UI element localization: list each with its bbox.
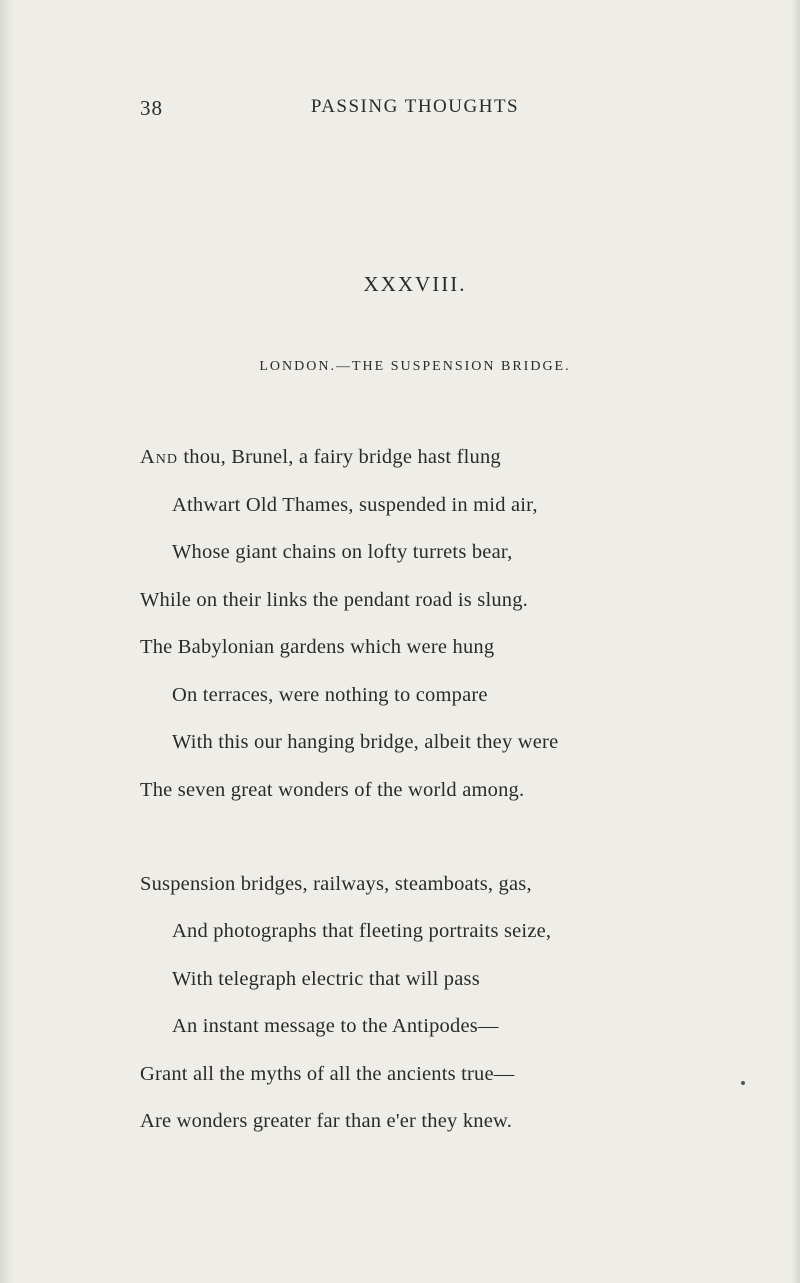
poem-line: Grant all the myths of all the ancients true—: [140, 1063, 515, 1085]
page-edge-left: [0, 0, 14, 1283]
poem-line: The Babylonian gardens which were hung: [140, 636, 495, 658]
poem-line: While on their links the pendant road is slung.: [140, 589, 529, 611]
poem-line: On terraces, were nothing to compare: [172, 684, 488, 706]
poem-line: Suspension bridges, railways, steamboats, gas,: [140, 873, 532, 895]
section-number: XXXVIII.: [363, 272, 467, 296]
page-edge-right: [792, 0, 800, 1283]
poem-line-rest: thou, Brunel, a fairy bridge hast flung: [178, 446, 501, 468]
running-head: PASSING THOUGHTS: [310, 96, 520, 117]
ink-speck: [741, 1081, 745, 1085]
poem-line: With telegraph electric that will pass: [172, 968, 480, 990]
poem-line: Athwart Old Thames, suspended in mid air,: [172, 494, 538, 516]
poem-line: An instant message to the Antipodes—: [172, 1015, 499, 1037]
poem-line: With this our hanging bridge, albeit they were: [172, 731, 559, 753]
poem-line: [140, 446, 501, 469]
page-number: 38: [140, 96, 163, 120]
poem-line-lead: And: [140, 446, 179, 468]
poem-line: Whose giant chains on lofty turrets bear,: [172, 541, 513, 563]
poem-line: And photographs that fleeting portraits seize,: [172, 920, 552, 942]
poem-line: Are wonders greater far than e'er they knew.: [140, 1110, 513, 1132]
section-title: LONDON.—THE SUSPENSION BRIDGE.: [259, 359, 571, 374]
poem-line: The seven great wonders of the world among.: [140, 779, 525, 801]
